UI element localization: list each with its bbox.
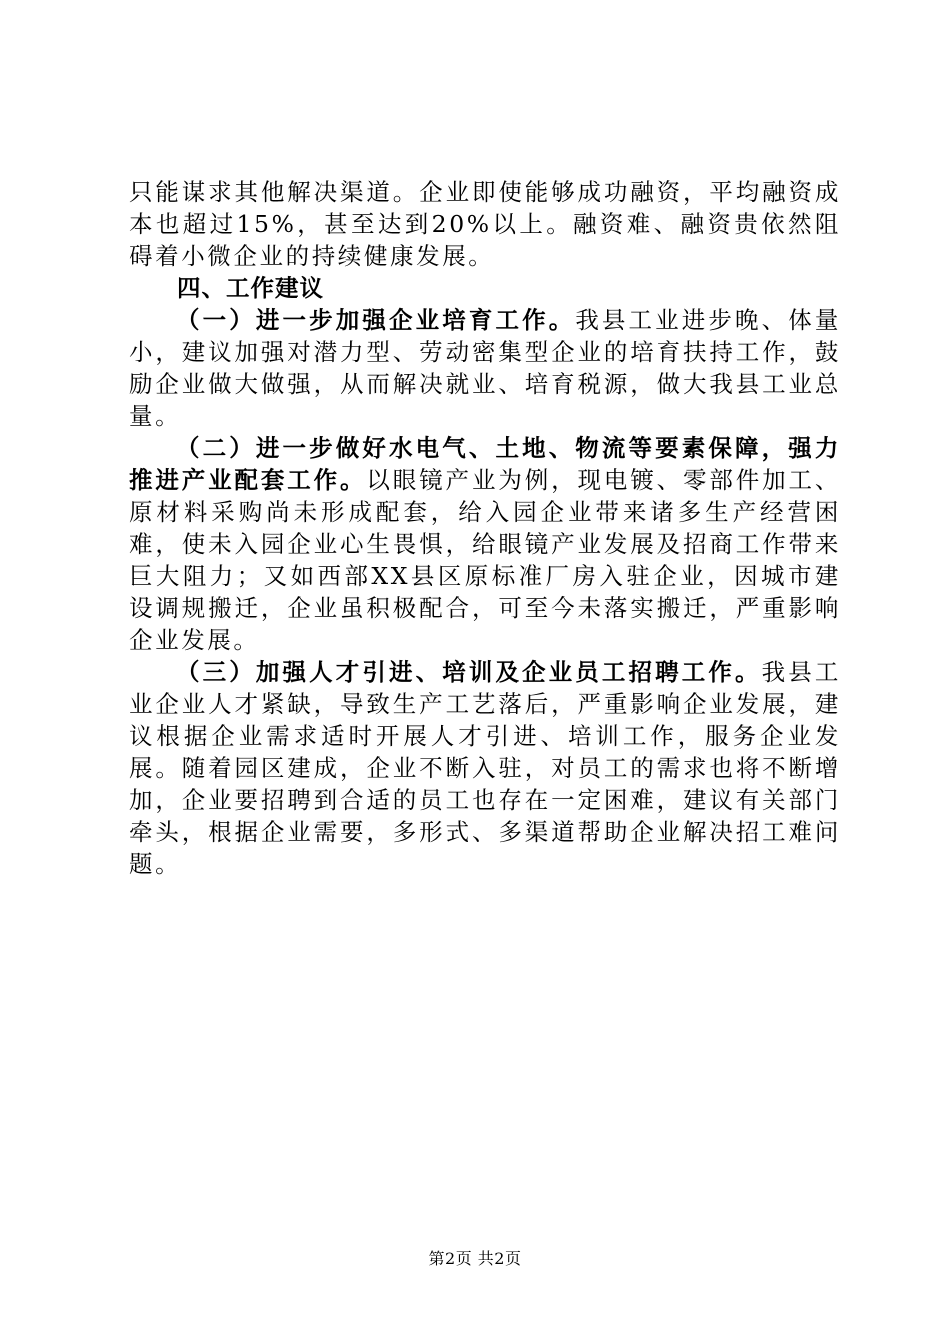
paragraph-body: 我县工业进步晚、体量小，建议加强对潜力型、劳动密集型企业的培育扶持工作，鼓励企业做大做强，从而解决就业、培育税源，做大我县工业总量。 bbox=[129, 306, 841, 430]
paragraph-factor-guarantee bbox=[129, 432, 841, 656]
paragraph-lead: （一）进一步加强企业培育工作。 bbox=[176, 306, 576, 334]
paragraph-talent-recruitment bbox=[129, 656, 841, 880]
section-heading: 四、工作建议 bbox=[177, 274, 324, 302]
page-footer bbox=[0, 1246, 950, 1269]
page-number: 第2页 共2页 bbox=[428, 1249, 522, 1268]
document-body bbox=[129, 176, 841, 880]
paragraph-lead: （二）进一步做好水电气、土地、物流等要素保障，强力推进产业配套工作。 bbox=[129, 434, 841, 494]
paragraph-financing-continuation: 只能谋求其他解决渠道。企业即使能够成功融资，平均融资成本也超过15%，甚至达到20%以上。融资难、融资贵依然阻碍着小微企业的持续健康发展。 bbox=[129, 178, 841, 270]
paragraph-body: 我县工业企业人才紧缺，导致生产工艺落后，严重影响企业发展，建议根据企业需求适时开展人才引进、培训工作，服务企业发展。随着园区建成，企业不断入驻，对员工的需求也将不断增加，企业要招聘到合适的员工也存在一定困难，建议有关部门牵头，根据企业需要，多形式、多渠道帮助企业解决招工难问题。 bbox=[129, 658, 841, 878]
paragraph-body: 以眼镜产业为例，现电镀、零部件加工、原材料采购尚未形成配套，给入园企业带来诸多生产经营困难，使未入园企业心生畏惧，给眼镜产业发展及招商工作带来巨大阻力；又如西部XX县区原标准厂房入驻企业，因城市建设调规搬迁，企业虽积极配合，可至今未落实搬迁，严重影响企业发展。 bbox=[129, 466, 841, 654]
paragraph-lead: （三）加强人才引进、培训及企业员工招聘工作。 bbox=[176, 658, 762, 686]
paragraph-enterprise-cultivation bbox=[129, 304, 841, 432]
